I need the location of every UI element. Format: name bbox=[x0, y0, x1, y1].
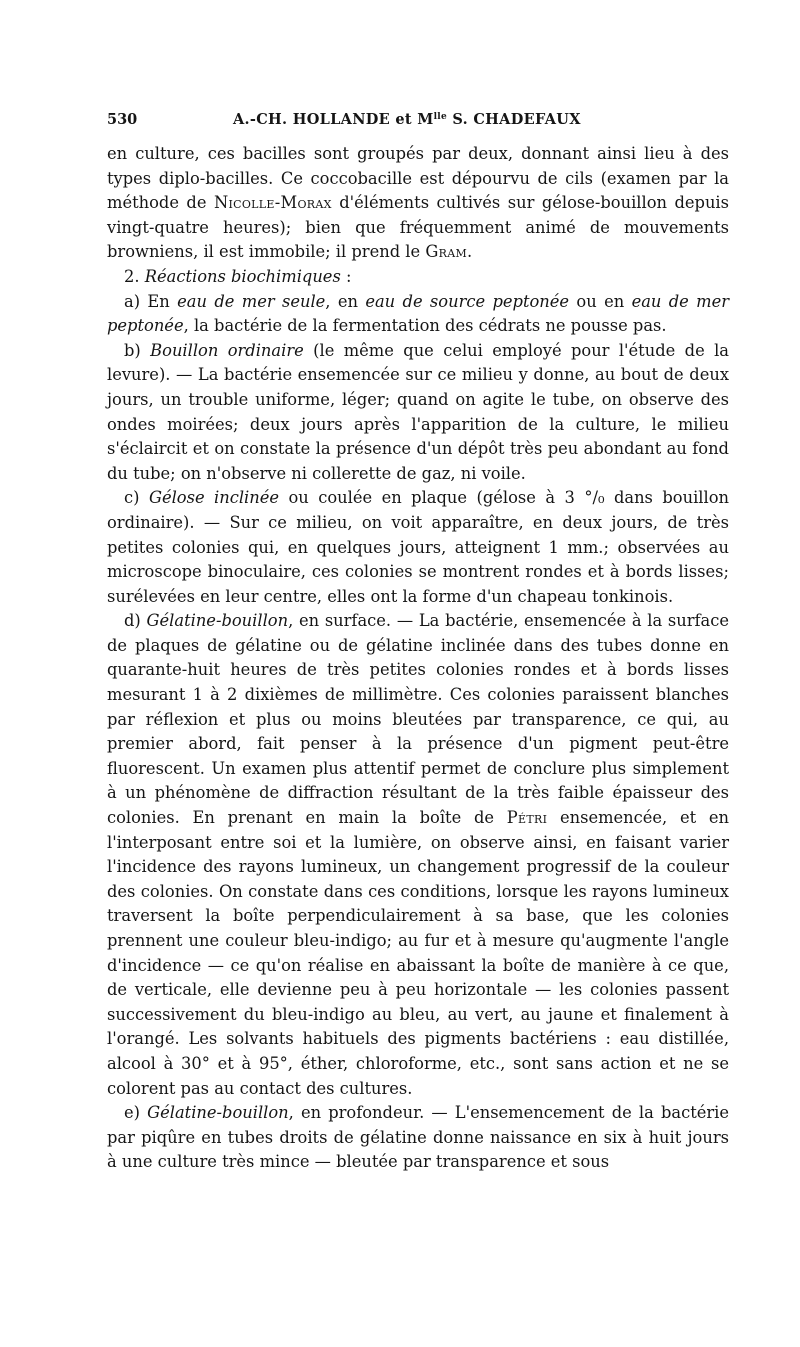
section-heading bbox=[107, 265, 729, 290]
italic-term: eau de mer seule bbox=[177, 291, 326, 311]
text-run: ou en bbox=[569, 291, 632, 311]
text-run: d'éléments cultivés sur gélose-bouillon depuis vingt-quatre heures); bien que fréquemment animé de mouvements browniens, il est immobile; il prend le bbox=[107, 193, 729, 262]
text-run: b) bbox=[124, 340, 151, 360]
text-run: d) bbox=[124, 611, 147, 631]
text-run: ensemencée, et en l'interposant entre soi et la lumière, on observe ainsi, en faisant varier l'incidence des rayons lumineux, un changement progressif de la couleur des colonies. On constate dans ces conditions, lorsque les rayons lumineux traversent la boîte perpendiculairement à sa base, que les colonies prennent une couleur bleu-indigo; au fur et à mesure qu'augmente l'angle d'incidence — ce qu'on réalise en abaissant la boîte de manière à ce que, de verticale, elle devienne peu à peu horizontale — les colonies passent successivement du bleu-indigo au bleu, au vert, au jaune et finalement à l'orangé. Les solvants habituels des pigments bactériens : eau distillée, alcool à 30° et à 95°, éther, chloroforme, etc., sont sans action et ne se colorent pas au contact des cultures. bbox=[107, 808, 730, 1098]
text-run: (le même que celui employé pour l'étude de la levure). — La bactérie ensemencée sur ce milieu y donne, au bout de deux jours, un trouble uniforme, léger; quand on agite le tube, on observe des ondes moirées; deux jours après l'apparition de la culture, le milieu s'éclaircit et on constate la présence d'un dépôt très peu abondant au fond du tube; on n'observe ni collerette de gaz, ni voile. bbox=[107, 340, 730, 483]
page-header bbox=[107, 111, 727, 137]
body-text bbox=[107, 142, 729, 1175]
text-run: , en profondeur. — L'ensemencement de la bactérie par piqûre en tubes droits de gélatine donne naissance en six à huit jours à une culture très mince — bleutée par transparence et sous bbox=[107, 1103, 729, 1172]
text-run: a) En bbox=[124, 291, 178, 311]
page-number: 530 bbox=[107, 111, 138, 128]
paragraph-e bbox=[107, 1101, 729, 1175]
text-run: . bbox=[467, 242, 473, 262]
running-head-authors: A.-CH. HOLLANDE et M bbox=[233, 111, 434, 128]
italic-term: eau de source peptonée bbox=[365, 291, 570, 311]
running-head-author-2: S. CHADEFAUX bbox=[447, 111, 581, 128]
running-head-superscript: lle bbox=[433, 112, 448, 122]
text-run: : bbox=[340, 266, 352, 286]
text-run: , en surface. — La bactérie, ensemencée à la surface de plaques de gélatine ou de gélatine inclinée dans des tubes donne en quarante-huit heures de très petites colonies rondes et à bords lisses mesurant 1 à 2 dixièmes de millimètre. Ces colonies paraissent blanches par réflexion et plus ou moins bleutées par transparence, ce qui, au premier abord, fait penser à la présence d'un pigment peut-être fluorescent. Un examen plus attentif permet de conclure plus simplement à un phénomène de diffraction résultant de la très faible épaisseur des colonies. En prenant en main la boîte de bbox=[107, 611, 730, 828]
text-run: en culture, ces bacilles sont groupés par deux, donnant ainsi lieu à des types diplo-bacilles. Ce coccobacille est dépourvu de cils (examen par la méthode de bbox=[107, 144, 729, 213]
paragraph-1 bbox=[107, 142, 729, 265]
small-caps-name: Gram bbox=[425, 242, 468, 262]
small-caps-name: Pétri bbox=[506, 808, 548, 828]
section-title: Réactions biochimiques bbox=[144, 266, 341, 286]
paragraph-b bbox=[107, 339, 729, 487]
italic-term: Gélatine-bouillon bbox=[146, 611, 289, 631]
text-run: , en bbox=[325, 291, 366, 311]
text-run: ou coulée en plaque (gélose à 3 °/₀ dans bouillon ordinaire). — Sur ce milieu, on voit apparaître, en deux jours, de très petites colonies qui, en quelques jours, atteignent 1 mm.; observées au microscope binoculaire, ces colonies se montrent rondes et à bords lisses; surélevées en leur centre, elles ont la forme d'un chapeau tonkinois. bbox=[107, 488, 729, 606]
paragraph-c bbox=[107, 486, 729, 609]
section-number: 2. bbox=[124, 266, 145, 286]
italic-term: Gélatine-bouillon bbox=[147, 1103, 289, 1123]
italic-term: Gélose inclinée bbox=[148, 488, 280, 508]
text-run: , la bactérie de la fermentation des cédrats ne pousse pas. bbox=[183, 316, 667, 336]
italic-term: eau de mer peptonée bbox=[107, 291, 730, 336]
paragraph-a bbox=[107, 290, 729, 339]
paragraph-d bbox=[107, 609, 729, 1101]
text-run: e) bbox=[124, 1103, 148, 1123]
small-caps-name: Nicolle-Morax bbox=[213, 193, 332, 213]
running-head bbox=[233, 111, 581, 128]
italic-term: Bouillon ordinaire bbox=[150, 340, 304, 360]
text-run: c) bbox=[124, 488, 149, 508]
